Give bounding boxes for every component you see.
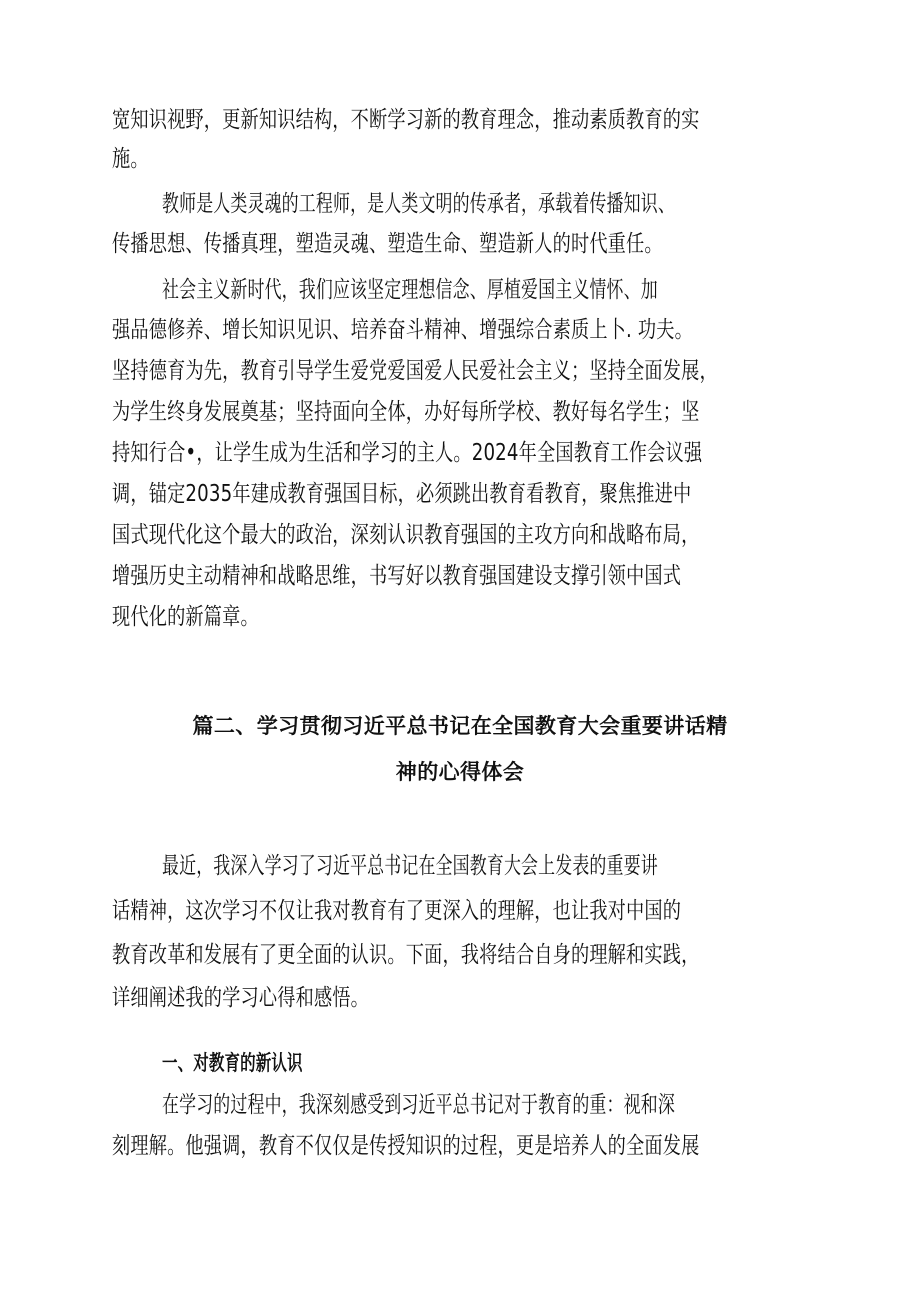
section-title: 篇二、学习贯彻习近平总书记在全国教育大会重要讲话精: [192, 714, 728, 738]
text-line: 坚持德育为先，教育引导学生爱党爱国爱人民爱社会主义；坚持全面发展，: [112, 358, 718, 384]
text-line: 教育改革和发展有了更全面的认识。下面，我将结合自身的理解和实践，: [112, 942, 700, 968]
text-line: 国式现代化这个最大的政治，深刻认识教育强国的主攻方向和战略布局，: [112, 522, 700, 548]
text-line: 在学习的过程中，我深刻感受到习近平总书记对于教育的重：视和深: [162, 1092, 675, 1118]
text-line: 话精神，这次学习不仅让我对教育有了更深入的理解，也让我对中国的: [112, 898, 682, 924]
section-title: 神的心得体会: [395, 760, 525, 784]
text-line: 强品德修养、增长知识见识、培养奋斗精神、增强综合素质上卜. 功夫。: [112, 317, 694, 343]
text-line: 调，锚定2035年建成教育强国目标，必须跳出教育看教育，聚焦推进中: [112, 481, 692, 507]
text-line: 为学生终身发展奠基；坚持面向全体，办好每所学校、教好每名学生；坚: [112, 399, 700, 425]
text-line: 最近，我深入学习了习近平总书记在全国教育大会上发表的重要讲: [162, 853, 658, 879]
text-line: 宽知识视野，更新知识结构，不断学习新的教育理念，推动素质教育的实: [112, 107, 700, 133]
text-line: 传播思想、传播真理，塑造灵魂、塑造生命、塑造新人的时代重任。: [112, 231, 663, 257]
text-line: 持知行合•，让学生成为生活和学习的主人。2024年全国教育工作会议强: [112, 440, 703, 466]
text-line: 施。: [112, 146, 149, 172]
subheading: 一、对教育的新认识: [162, 1051, 303, 1075]
text-line: 详细阐述我的学习心得和感悟。: [112, 985, 370, 1011]
text-line: 教师是人类灵魂的工程师，是人类文明的传承者，承载着传播知识、: [162, 191, 675, 217]
text-line: 刻理解。他强调，教育不仅仅是传授知识的过程，更是培养人的全面发展: [112, 1133, 700, 1159]
text-line: 社会主义新时代，我们应该坚定理想信念、厚植爱国主义情怀、加: [162, 277, 658, 303]
text-line: 现代化的新篇章。: [112, 604, 259, 630]
text-line: 增强历史主动精神和战略思维，书写好以教育强国建设支撑引领中国式: [112, 563, 682, 589]
